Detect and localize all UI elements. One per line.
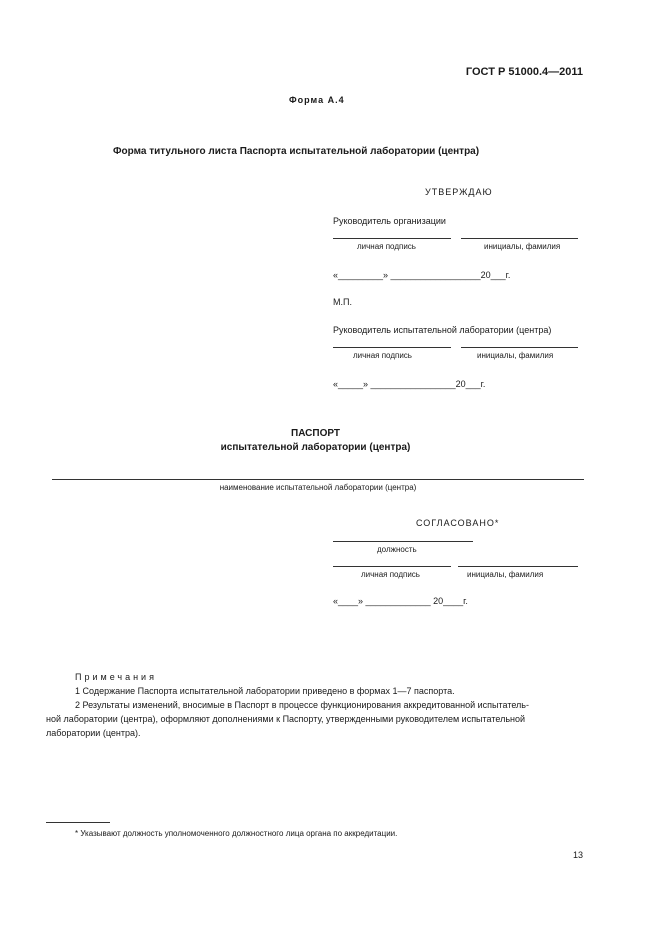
passport-subtitle: испытательной лаборатории (центра) [220, 442, 411, 453]
org-head-signature-line [333, 238, 451, 239]
lab-name-caption: наименование испытательной лаборатории (центра) [219, 483, 417, 492]
passport-title: ПАСПОРТ [291, 428, 340, 439]
org-head-signature-caption: личная подпись [357, 242, 416, 251]
agreed-heading: СОГЛАСОВАНО* [416, 518, 500, 528]
agreed-date: «____» _____________ 20____г. [333, 596, 468, 606]
agreed-signature-caption: личная подпись [361, 570, 420, 579]
note-item-2-line-3: лаборатории (центра). [46, 728, 141, 738]
org-head-label: Руководитель организации [333, 216, 446, 226]
lab-head-initials-caption: инициалы, фамилия [477, 351, 554, 360]
org-head-initials-caption: инициалы, фамилия [484, 242, 561, 251]
note-item-2-line-1: 2 Результаты изменений, вносимые в Паспорт в процессе функционирования аккредитованной испытатель- [75, 700, 529, 710]
lab-head-signature-line [333, 347, 451, 348]
standard-number: ГОСТ Р 51000.4—2011 [465, 66, 583, 78]
footnote-separator [46, 822, 110, 823]
lab-name-line [52, 479, 584, 480]
org-head-date: «_________» __________________20___г. [333, 270, 511, 280]
agreed-initials-line [458, 566, 578, 567]
footnote: * Указывают должность уполномоченного должностного лица органа по аккредитации. [75, 829, 398, 838]
seal-label: М.П. [333, 297, 352, 307]
approve-heading: УТВЕРЖДАЮ [425, 187, 493, 197]
form-title: Форма титульного листа Паспорта испытательной лаборатории (центра) [113, 146, 480, 157]
agreed-initials-caption: инициалы, фамилия [467, 570, 544, 579]
agreed-position-caption: должность [377, 545, 417, 554]
org-head-initials-line [461, 238, 578, 239]
form-label: Форма А.4 [289, 95, 345, 105]
agreed-position-line [333, 541, 473, 542]
agreed-signature-line [333, 566, 451, 567]
lab-head-date: «_____» _________________20___г. [333, 379, 486, 389]
page-number: 13 [573, 850, 584, 860]
lab-head-label: Руководитель испытательной лаборатории (центра) [333, 325, 552, 335]
note-item-1: 1 Содержание Паспорта испытательной лаборатории приведено в формах 1—7 паспорта. [75, 686, 455, 696]
notes-heading: Примечания [75, 672, 157, 682]
lab-head-initials-line [461, 347, 578, 348]
lab-head-signature-caption: личная подпись [353, 351, 412, 360]
note-item-2-line-2: ной лаборатории (центра), оформляют дополнениями к Паспорту, утвержденными руководителем испытательной [46, 714, 526, 724]
